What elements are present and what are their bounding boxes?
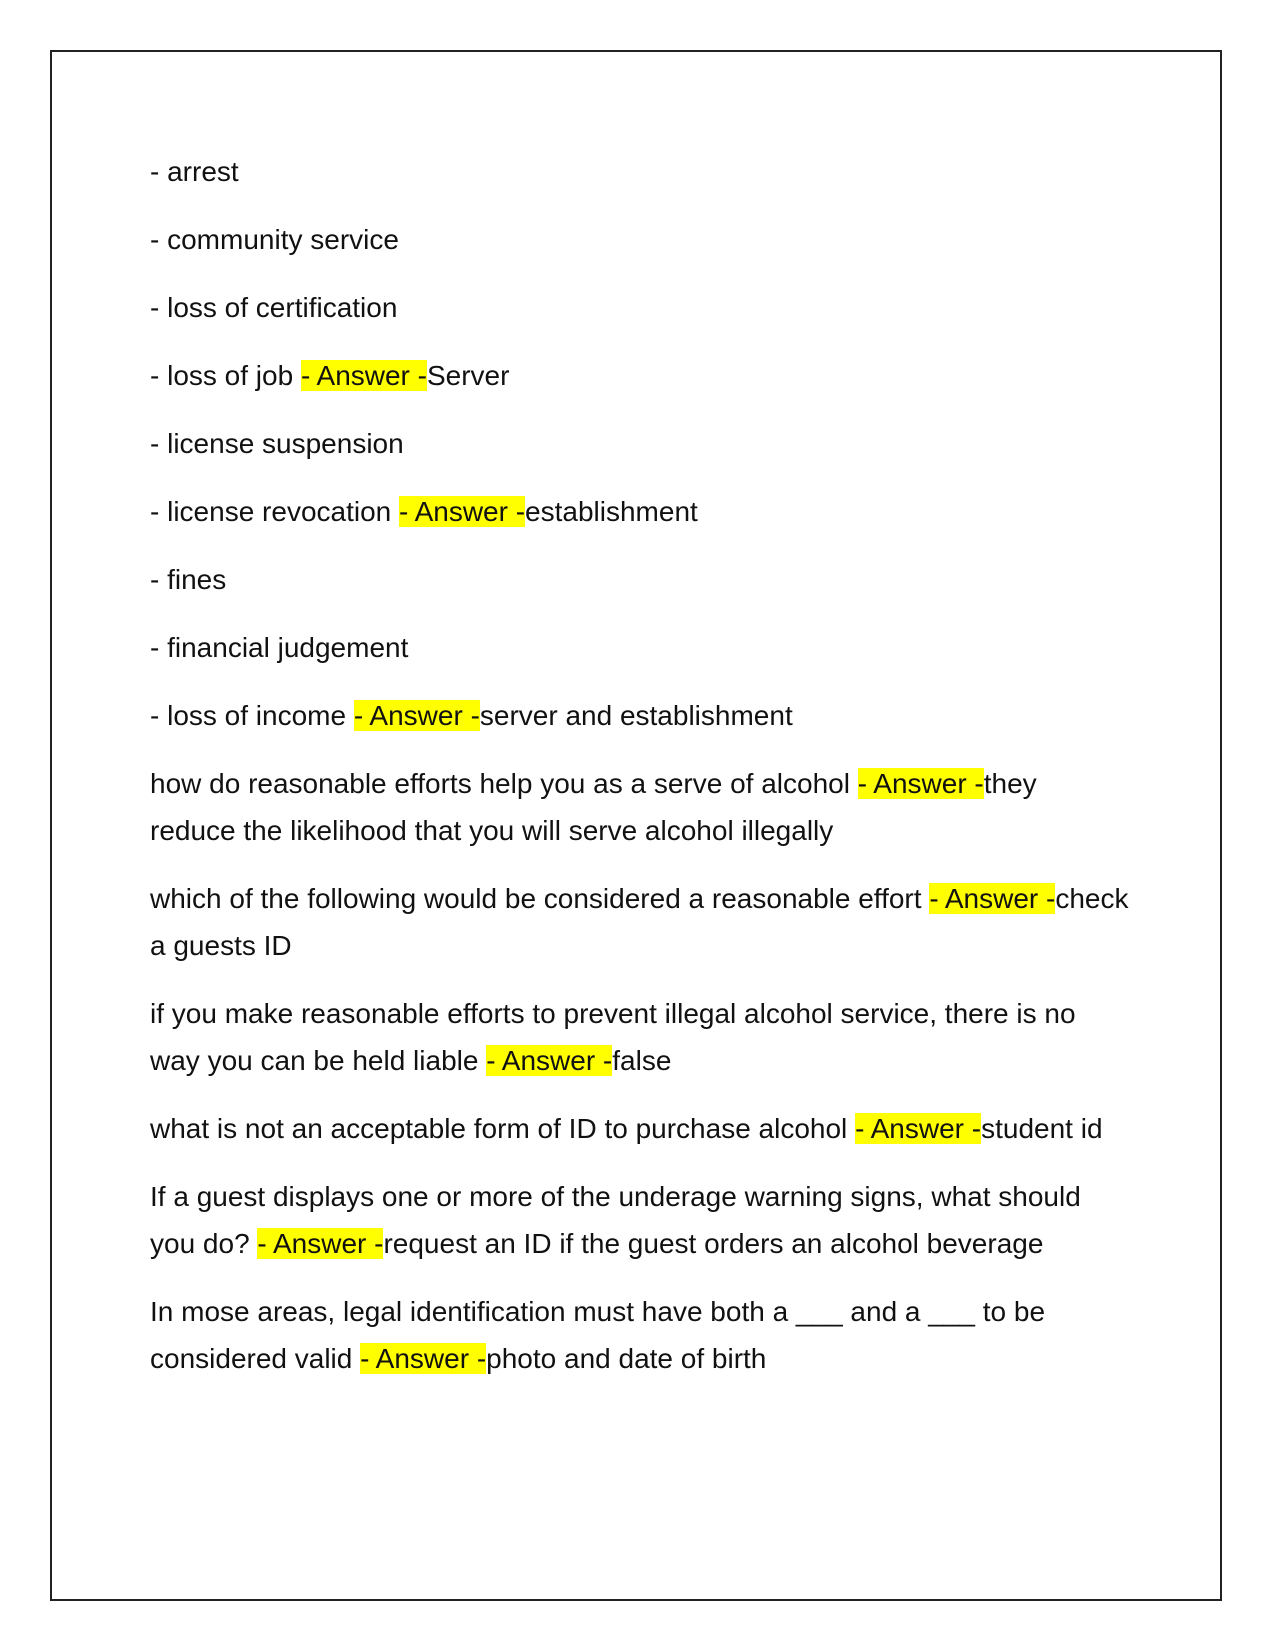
paragraph-text: - fines xyxy=(150,564,227,595)
paragraph-text: - loss of income xyxy=(150,700,354,731)
paragraph xyxy=(150,556,1130,603)
paragraph-text: - loss of certification xyxy=(150,292,398,323)
question-text: In mose areas, legal identification must have both a ___ and a ___ to be considered valid xyxy=(150,1296,1046,1374)
paragraph xyxy=(150,1288,1130,1382)
answer-text: request an ID if the guest orders an alcohol beverage xyxy=(383,1228,1044,1259)
answer-highlight: - Answer - xyxy=(360,1343,487,1374)
paragraph-text: - community service xyxy=(150,224,399,255)
paragraph xyxy=(150,1105,1130,1152)
answer-highlight: - Answer - xyxy=(486,1045,613,1076)
answer-highlight: - Answer - xyxy=(857,768,984,799)
document-body xyxy=(150,148,1130,1403)
answer-text: Server xyxy=(426,360,510,391)
question-text: what is not an acceptable form of ID to purchase alcohol xyxy=(150,1113,856,1144)
paragraph-text: - arrest xyxy=(150,156,239,187)
paragraph xyxy=(150,216,1130,263)
paragraph-text: - financial judgement xyxy=(150,632,409,663)
paragraph xyxy=(150,692,1130,739)
answer-text: they reduce the likelihood that you will serve alcohol illegally xyxy=(150,768,1037,846)
answer-highlight: - Answer - xyxy=(257,1228,384,1259)
paragraph xyxy=(150,875,1130,969)
answer-text: false xyxy=(612,1045,672,1076)
paragraph xyxy=(150,420,1130,467)
answer-highlight: - Answer - xyxy=(929,883,1056,914)
answer-text: photo and date of birth xyxy=(486,1343,767,1374)
question-text: how do reasonable efforts help you as a serve of alcohol xyxy=(150,768,858,799)
question-text: if you make reasonable efforts to prevent illegal alcohol service, there is no way you can be held liable xyxy=(150,998,1076,1076)
paragraph-text: - license revocation xyxy=(150,496,400,527)
paragraph-text: - license suspension xyxy=(150,428,404,459)
paragraph xyxy=(150,352,1130,399)
paragraph-text: - loss of job xyxy=(150,360,301,391)
question-text: If a guest displays one or more of the underage warning signs, what should you do? xyxy=(150,1181,1081,1259)
answer-text: server and establishment xyxy=(479,700,793,731)
answer-highlight: - Answer - xyxy=(353,700,480,731)
paragraph xyxy=(150,624,1130,671)
answer-text: establishment xyxy=(525,496,698,527)
question-text: which of the following would be considered a reasonable effort xyxy=(150,883,930,914)
paragraph xyxy=(150,284,1130,331)
answer-text: check a guests ID xyxy=(150,883,1129,961)
paragraph xyxy=(150,990,1130,1084)
answer-highlight: - Answer - xyxy=(855,1113,982,1144)
paragraph xyxy=(150,488,1130,535)
answer-text: student id xyxy=(981,1113,1103,1144)
answer-highlight: - Answer - xyxy=(300,360,427,391)
answer-highlight: - Answer - xyxy=(399,496,526,527)
paragraph xyxy=(150,760,1130,854)
paragraph xyxy=(150,148,1130,195)
paragraph xyxy=(150,1173,1130,1267)
